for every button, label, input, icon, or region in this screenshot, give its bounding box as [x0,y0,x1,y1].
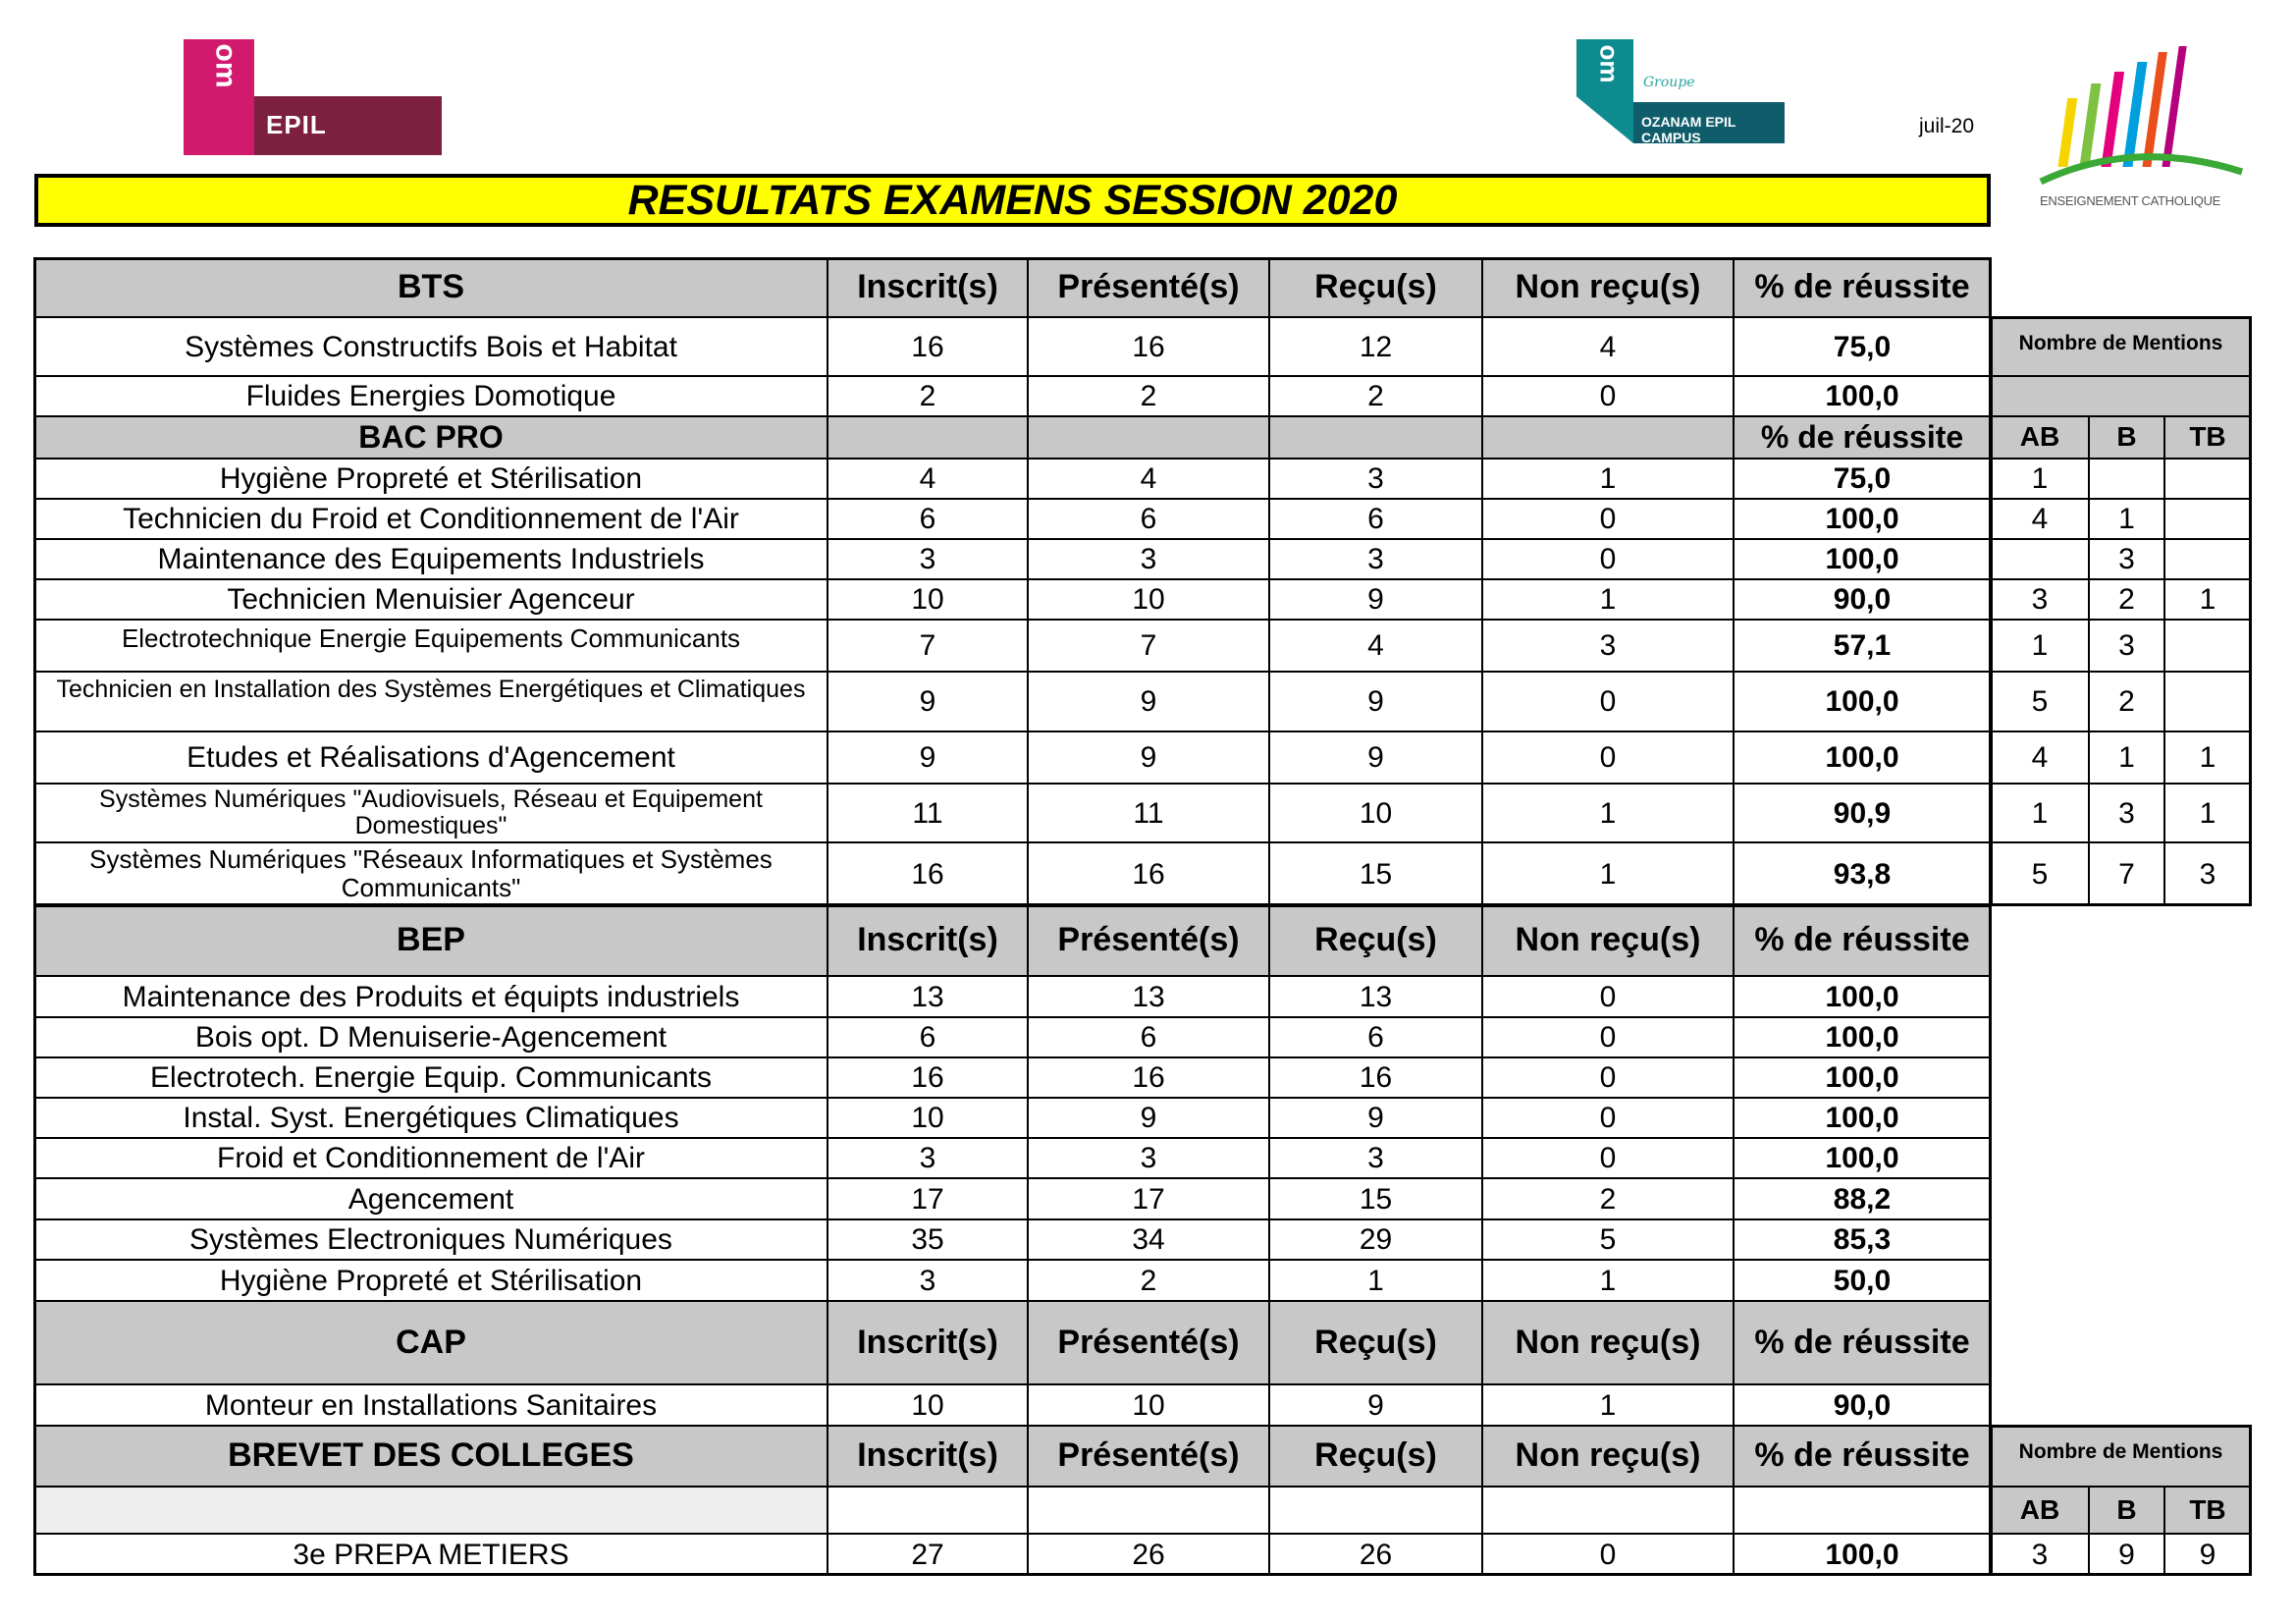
program-name: Maintenance des Equipements Industriels [34,539,828,579]
recus-cell: 6 [1269,499,1482,539]
presentes-cell: 4 [1028,459,1269,499]
program-name: Etudes et Réalisations d'Agencement [34,731,828,784]
mention-ab-cell: 1 [1991,784,2089,842]
empty-cell [1734,1487,1991,1534]
non-recus-cell: 3 [1482,620,1734,672]
column-header: % de réussite [1734,1426,1991,1487]
pct-cell: 100,0 [1734,976,1991,1017]
presentes-cell: 16 [1028,1057,1269,1098]
empty-cell [34,1487,828,1534]
inscrits-cell: 3 [828,1260,1028,1301]
empty-header-cell [1028,416,1269,459]
presentes-cell: 13 [1028,976,1269,1017]
non-recus-cell: 4 [1482,317,1734,376]
recus-cell: 9 [1269,579,1482,620]
empty-header-cell [1269,416,1482,459]
pct-cell: 75,0 [1734,459,1991,499]
inscrits-cell: 16 [828,1057,1028,1098]
mention-ab-cell: 1 [1991,459,2089,499]
recus-cell: 9 [1269,731,1482,784]
groupe-text: Groupe [1643,75,1695,90]
pct-cell: 100,0 [1734,499,1991,539]
recus-cell: 10 [1269,784,1482,842]
non-recus-cell: 1 [1482,579,1734,620]
mention-b-cell: 2 [2089,579,2164,620]
mentions-title: Nombre de Mentions [1991,317,2251,376]
mention-ab-cell [1991,539,2089,579]
presentes-cell: 16 [1028,317,1269,376]
column-header: Inscrit(s) [828,1301,1028,1384]
non-recus-cell: 1 [1482,784,1734,842]
non-recus-cell: 0 [1482,976,1734,1017]
empty-cell [1028,1487,1269,1534]
recus-cell: 9 [1269,1098,1482,1138]
non-recus-cell: 0 [1482,1138,1734,1178]
section-title: BTS [34,258,828,317]
inscrits-cell: 3 [828,1138,1028,1178]
mention-tb-cell [2164,620,2251,672]
mention-tb-cell: 9 [2164,1534,2251,1575]
mention-ab-header: AB [1991,1487,2089,1534]
column-header: Présenté(s) [1028,258,1269,317]
mention-tb-cell [2164,539,2251,579]
mention-ab-cell: 3 [1991,1534,2089,1575]
section-title: BREVET DES COLLEGES [34,1426,828,1487]
inscrits-cell: 16 [828,842,1028,905]
mention-ab-cell: 5 [1991,672,2089,731]
presentes-cell: 2 [1028,376,1269,416]
column-header: Non reçu(s) [1482,1301,1734,1384]
pct-cell: 90,9 [1734,784,1991,842]
inscrits-cell: 11 [828,784,1028,842]
inscrits-cell: 3 [828,539,1028,579]
column-header: Présenté(s) [1028,1301,1269,1384]
empty-cell [1269,1487,1482,1534]
recus-cell: 4 [1269,620,1482,672]
column-header: % de réussite [1734,1301,1991,1384]
mention-tb-cell [2164,672,2251,731]
pct-cell: 88,2 [1734,1178,1991,1219]
program-name: Systèmes Numériques "Réseaux Informatiques et Systèmes Communicants" [34,842,828,905]
column-header: % de réussite [1734,905,1991,976]
pct-cell: 100,0 [1734,1098,1991,1138]
column-header: Non reçu(s) [1482,258,1734,317]
program-name: Fluides Energies Domotique [34,376,828,416]
mentions-spacer [1991,376,2251,416]
pct-cell: 100,0 [1734,1017,1991,1057]
inscrits-cell: 27 [828,1534,1028,1575]
inscrits-cell: 9 [828,731,1028,784]
recus-cell: 1 [1269,1260,1482,1301]
presentes-cell: 9 [1028,672,1269,731]
inscrits-cell: 10 [828,579,1028,620]
empty-cell [1482,1487,1734,1534]
column-header: Non reçu(s) [1482,1426,1734,1487]
recus-cell: 15 [1269,842,1482,905]
recus-cell: 3 [1269,459,1482,499]
page-title: RESULTATS EXAMENS SESSION 2020 [627,177,1398,224]
pct-cell: 100,0 [1734,539,1991,579]
program-name: Hygiène Propreté et Stérilisation [34,1260,828,1301]
column-header: Non reçu(s) [1482,905,1734,976]
presentes-cell: 16 [1028,842,1269,905]
program-name: Systèmes Constructifs Bois et Habitat [34,317,828,376]
mention-tb-cell: 3 [2164,842,2251,905]
epil-logo-text: EPIL [266,110,327,139]
mention-tb-header: TB [2164,416,2251,459]
mention-b-cell: 1 [2089,731,2164,784]
pct-cell: 100,0 [1734,1534,1991,1575]
non-recus-cell: 0 [1482,1017,1734,1057]
pct-cell: 90,0 [1734,579,1991,620]
presentes-cell: 3 [1028,539,1269,579]
mention-b-cell: 2 [2089,672,2164,731]
recus-cell: 6 [1269,1017,1482,1057]
column-header: Inscrit(s) [828,258,1028,317]
pct-cell: 100,0 [1734,731,1991,784]
empty-header-cell [828,416,1028,459]
column-header: Inscrit(s) [828,1426,1028,1487]
recus-cell: 9 [1269,672,1482,731]
program-name: Instal. Syst. Energétiques Climatiques [34,1098,828,1138]
title-bar [34,174,1991,227]
pct-cell: 100,0 [1734,672,1991,731]
mention-b-cell: 9 [2089,1534,2164,1575]
mention-ab-cell: 4 [1991,731,2089,784]
non-recus-cell: 0 [1482,672,1734,731]
column-header: % de réussite [1734,416,1991,459]
section-title: BAC PRO [34,416,828,459]
inscrits-cell: 2 [828,376,1028,416]
inscrits-cell: 17 [828,1178,1028,1219]
mentions-title: Nombre de Mentions [1991,1426,2251,1487]
section-title: CAP [34,1301,828,1384]
pct-cell: 100,0 [1734,1138,1991,1178]
column-header: Reçu(s) [1269,1301,1482,1384]
recus-cell: 2 [1269,376,1482,416]
recus-cell: 3 [1269,539,1482,579]
inscrits-cell: 35 [828,1219,1028,1260]
pct-cell: 75,0 [1734,317,1991,376]
ozanam-logo-text: OZANAM EPIL CAMPUS [1641,114,1736,145]
pct-cell: 50,0 [1734,1260,1991,1301]
recus-cell: 26 [1269,1534,1482,1575]
mention-b-header: B [2089,416,2164,459]
mention-b-cell: 7 [2089,842,2164,905]
non-recus-cell: 1 [1482,1260,1734,1301]
mention-tb-cell [2164,459,2251,499]
inscrits-cell: 9 [828,672,1028,731]
program-name: Electrotech. Energie Equip. Communicants [34,1057,828,1098]
inscrits-cell: 4 [828,459,1028,499]
inscrits-cell: 16 [828,317,1028,376]
pct-cell: 90,0 [1734,1384,1991,1426]
presentes-cell: 2 [1028,1260,1269,1301]
mention-b-cell: 3 [2089,539,2164,579]
presentes-cell: 17 [1028,1178,1269,1219]
presentes-cell: 9 [1028,731,1269,784]
recus-cell: 12 [1269,317,1482,376]
enseignement-catholique-logo [2036,44,2244,211]
pct-cell: 100,0 [1734,376,1991,416]
program-name: Technicien du Froid et Conditionnement de l'Air [34,499,828,539]
presentes-cell: 11 [1028,784,1269,842]
enseignement-catholique-caption: ENSEIGNEMENT CATHOLIQUE [2040,193,2221,208]
recus-cell: 3 [1269,1138,1482,1178]
mention-b-header: B [2089,1487,2164,1534]
mention-tb-header: TB [2164,1487,2251,1534]
program-name: Technicien en Installation des Systèmes Energétiques et Climatiques [34,672,828,731]
recus-cell: 15 [1269,1178,1482,1219]
non-recus-cell: 0 [1482,1057,1734,1098]
inscrits-cell: 10 [828,1384,1028,1426]
pct-cell: 85,3 [1734,1219,1991,1260]
non-recus-cell: 1 [1482,842,1734,905]
mention-b-cell: 3 [2089,784,2164,842]
non-recus-cell: 1 [1482,1384,1734,1426]
program-name: Systèmes Numériques "Audiovisuels, Réseau et Equipement Domestiques" [34,784,828,842]
mention-b-cell: 1 [2089,499,2164,539]
mention-tb-cell: 1 [2164,731,2251,784]
epil-logo: om EPIL [184,39,442,155]
non-recus-cell: 1 [1482,459,1734,499]
program-name: Electrotechnique Energie Equipements Communicants [34,620,828,672]
presentes-cell: 6 [1028,499,1269,539]
column-header: Reçu(s) [1269,905,1482,976]
presentes-cell: 26 [1028,1534,1269,1575]
presentes-cell: 6 [1028,1017,1269,1057]
column-header: Reçu(s) [1269,258,1482,317]
presentes-cell: 10 [1028,579,1269,620]
ozanam-epil-campus-logo: om Groupe OZANAM EPIL CAMPUS [1576,39,1785,143]
column-header: % de réussite [1734,258,1991,317]
presentes-cell: 3 [1028,1138,1269,1178]
non-recus-cell: 0 [1482,499,1734,539]
non-recus-cell: 0 [1482,1534,1734,1575]
column-header: Présenté(s) [1028,1426,1269,1487]
presentes-cell: 9 [1028,1098,1269,1138]
recus-cell: 13 [1269,976,1482,1017]
recus-cell: 16 [1269,1057,1482,1098]
mention-ab-cell: 3 [1991,579,2089,620]
recus-cell: 29 [1269,1219,1482,1260]
program-name: Systèmes Electroniques Numériques [34,1219,828,1260]
inscrits-cell: 6 [828,499,1028,539]
date-label: juil-20 [1919,115,1975,137]
program-name: Froid et Conditionnement de l'Air [34,1138,828,1178]
program-name: Maintenance des Produits et équipts industriels [34,976,828,1017]
program-name: Technicien Menuisier Agenceur [34,579,828,620]
column-header: Reçu(s) [1269,1426,1482,1487]
mention-b-cell [2089,459,2164,499]
mention-tb-cell: 1 [2164,784,2251,842]
mention-tb-cell: 1 [2164,579,2251,620]
inscrits-cell: 6 [828,1017,1028,1057]
program-name: 3e PREPA METIERS [34,1534,828,1575]
inscrits-cell: 7 [828,620,1028,672]
mention-ab-cell: 5 [1991,842,2089,905]
pct-cell: 93,8 [1734,842,1991,905]
mention-tb-cell [2164,499,2251,539]
program-name: Monteur en Installations Sanitaires [34,1384,828,1426]
non-recus-cell: 0 [1482,376,1734,416]
inscrits-cell: 10 [828,1098,1028,1138]
mention-ab-header: AB [1991,416,2089,459]
non-recus-cell: 0 [1482,1098,1734,1138]
empty-header-cell [1482,416,1734,459]
mention-b-cell: 3 [2089,620,2164,672]
section-title: BEP [34,905,828,976]
mention-ab-cell: 4 [1991,499,2089,539]
column-header: Inscrit(s) [828,905,1028,976]
program-name: Agencement [34,1178,828,1219]
presentes-cell: 34 [1028,1219,1269,1260]
recus-cell: 9 [1269,1384,1482,1426]
non-recus-cell: 0 [1482,539,1734,579]
pct-cell: 57,1 [1734,620,1991,672]
empty-cell [828,1487,1028,1534]
presentes-cell: 10 [1028,1384,1269,1426]
pct-cell: 100,0 [1734,1057,1991,1098]
program-name: Hygiène Propreté et Stérilisation [34,459,828,499]
program-name: Bois opt. D Menuiserie-Agencement [34,1017,828,1057]
column-header: Présenté(s) [1028,905,1269,976]
presentes-cell: 7 [1028,620,1269,672]
non-recus-cell: 5 [1482,1219,1734,1260]
inscrits-cell: 13 [828,976,1028,1017]
non-recus-cell: 0 [1482,731,1734,784]
non-recus-cell: 2 [1482,1178,1734,1219]
mention-ab-cell: 1 [1991,620,2089,672]
